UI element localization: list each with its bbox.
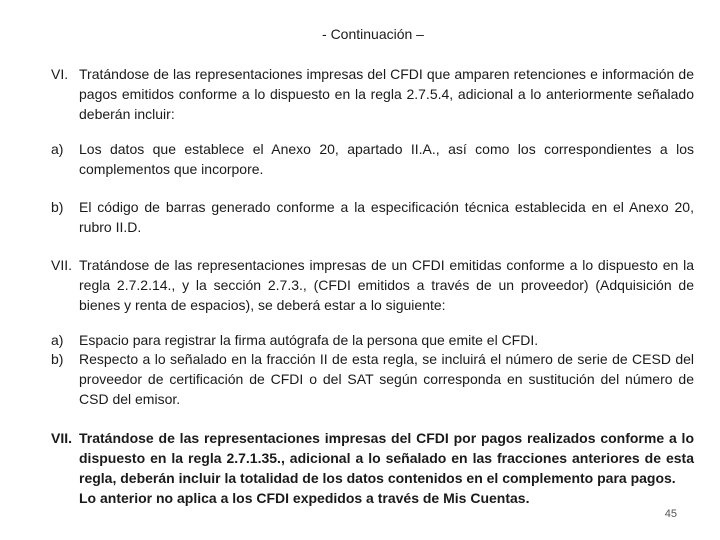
section-marker: VII. [51, 430, 73, 446]
section-vii-a [51, 330, 694, 350]
section-marker: VII. [51, 257, 73, 273]
section-marker: a) [51, 332, 64, 348]
section-text: Respecto a lo señalado en la fracción II de esta regla, se incluirá el número de serie de CESD del proveedor de certificación de CFDI o del SAT según corresponda en sustitución del número de CSD del emisor. [79, 351, 694, 407]
section-marker: b) [51, 199, 64, 215]
section-text: El código de barras generado conforme a la especificación técnica establecida en el Anexo 20, rubro II.D. [79, 199, 694, 235]
section-marker: b) [51, 351, 64, 367]
section-text: Espacio para registrar la firma autógrafa de la persona que emite el CFDI. [79, 332, 539, 348]
section-text: Tratándose de las representaciones impresas del CFDI que amparen retenciones e información de pagos emitidos conforme a lo dispuesto en la regla 2.7.5.4, adicional a lo anteriormente señalado deberán incluir: [79, 66, 694, 122]
section-note: Lo anterior no aplica a los CFDI expedidos a través de Mis Cuentas. [79, 490, 530, 506]
section-text: Los datos que establece el Anexo 20, apartado II.A., así como los correspondientes a los complementos que incorpore. [79, 141, 694, 177]
section-vi-b [51, 197, 694, 237]
section-vi [51, 64, 694, 124]
page-number: 45 [664, 508, 677, 520]
section-marker: a) [51, 141, 64, 157]
section-marker: VI. [51, 66, 69, 82]
section-vii [51, 255, 694, 315]
section-text: Tratándose de las representaciones impresas del CFDI por pagos realizados conforme a lo dispuesto en la regla 2.7.1.35., adicional a lo señalado en las fracciones anteriores de esta regla, deberán incluir la totalidad de los datos contenidos en el complemento para pagos. [79, 430, 694, 486]
section-text: Tratándose de las representaciones impresas de un CFDI emitidas conforme a lo dispuesto en la regla 2.7.2.14., y la sección 2.7.3., (CFDI emitidos a través de un proveedor) (Adquisición de bienes y renta de espacios), se deberá estar a lo siguiente: [79, 257, 694, 313]
continuation-header: - Continuación – [322, 26, 424, 42]
section-vi-a [51, 139, 694, 179]
section-vii-bold [51, 428, 694, 508]
section-vii-b [51, 349, 694, 409]
